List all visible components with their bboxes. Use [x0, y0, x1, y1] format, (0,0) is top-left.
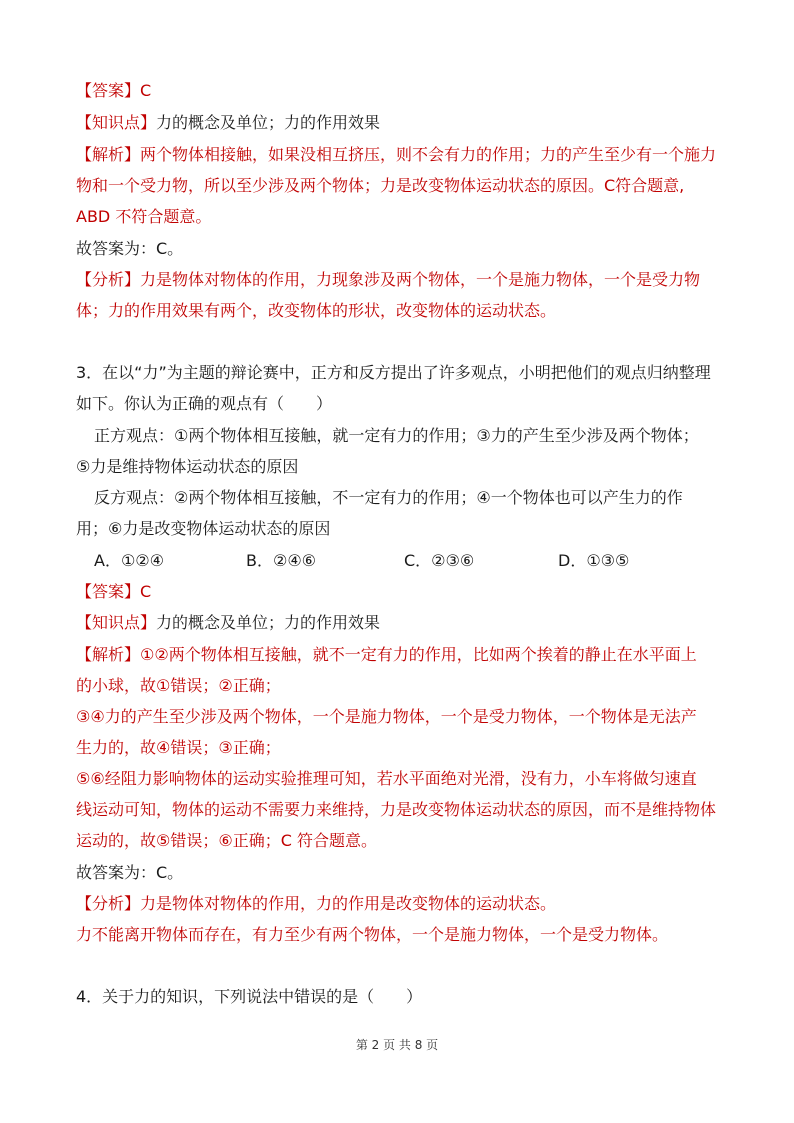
option-c: C．②③⑥	[404, 551, 475, 570]
analysis-line: 线运动可知，物体的运动不需要力来维持，力是改变物体运动状态的原因，而不是维持物体	[76, 800, 717, 819]
analysis-tag: 【解析】	[76, 145, 141, 164]
question-stem: 如下。你认为正确的观点有（ ）	[76, 394, 333, 413]
page-number: 第 2 页 共 8 页	[355, 1038, 439, 1052]
analysis-line: 运动的，故⑤错误；⑥正确；C 符合题意。	[76, 831, 377, 850]
question-stem: 4．关于力的知识，下列说法中错误的是（ ）	[76, 987, 423, 1006]
analysis-line: 生力的，故④错误；③正确；	[76, 738, 281, 757]
discussion-tag: 【分析】	[76, 270, 141, 289]
discussion-tag: 【分析】	[76, 894, 141, 913]
analysis-line	[76, 144, 726, 166]
pro-viewpoint: ⑤力是维持物体运动状态的原因	[76, 457, 299, 476]
analysis-tag: 【解析】	[76, 645, 141, 664]
knowledge-tag: 【知识点】	[76, 113, 157, 132]
con-viewpoint: 用；⑥力是改变物体运动状态的原因	[76, 519, 331, 538]
analysis-text: ①②两个物体相互接触，就不一定有力的作用，比如两个挨着的静止在水平面上	[140, 645, 697, 664]
knowledge-line	[76, 612, 726, 634]
analysis-line: ABD 不符合题意。	[76, 207, 212, 226]
discussion-line: 力不能离开物体而存在，有力至少有两个物体，一个是施力物体，一个是受力物体。	[76, 925, 669, 944]
knowledge-tag: 【知识点】	[76, 613, 157, 632]
option-b: B．②④⑥	[246, 551, 317, 570]
option-d: D．①③⑤	[558, 551, 630, 570]
answer-line	[76, 581, 726, 603]
discussion-line	[76, 893, 726, 915]
answer-line	[76, 80, 726, 102]
discussion-text: 力是物体对物体的作用，力现象涉及两个物体，一个是施力物体，一个是受力物	[140, 270, 701, 289]
conclusion-line: 故答案为：C。	[76, 863, 184, 882]
analysis-line: 物和一个受力物，所以至少涉及两个物体；力是改变物体运动状态的原因。C符合题意,	[76, 176, 685, 195]
discussion-text: 力是物体对物体的作用，力的作用是改变物体的运动状态。	[140, 894, 557, 913]
answer-tag: 【答案】	[76, 582, 141, 601]
question-stem: 3．在以“力”为主题的辩论赛中，正方和反方提出了许多观点，小明把他们的观点归纳整理	[76, 363, 711, 382]
answer-value: C	[140, 81, 152, 100]
analysis-line: 的小球，故①错误；②正确；	[76, 676, 281, 695]
answer-tag: 【答案】	[76, 81, 141, 100]
analysis-line: ③④力的产生至少涉及两个物体，一个是施力物体，一个是受力物体，一个物体是无法产	[76, 707, 697, 726]
discussion-line	[76, 269, 726, 291]
knowledge-text: 力的概念及单位；力的作用效果	[156, 113, 381, 132]
analysis-line: ⑤⑥经阻力影响物体的运动实验推理可知，若水平面绝对光滑，没有力，小车将做匀速直	[76, 769, 697, 788]
knowledge-text: 力的概念及单位；力的作用效果	[156, 613, 381, 632]
conclusion-line: 故答案为：C。	[76, 239, 184, 258]
analysis-line	[76, 644, 726, 666]
answer-value: C	[140, 582, 152, 601]
pro-viewpoint: 正方观点：①两个物体相互接触，就一定有力的作用；③力的产生至少涉及两个物体；	[94, 426, 699, 445]
con-viewpoint: 反方观点：②两个物体相互接触，不一定有力的作用；④一个物体也可以产生力的作	[94, 488, 683, 507]
analysis-text: 两个物体相接触，如果没相互挤压，则不会有力的作用；力的产生至少有一个施力	[140, 145, 717, 164]
option-a: A．①②④	[94, 551, 164, 570]
knowledge-line	[76, 112, 726, 134]
discussion-line: 体；力的作用效果有两个，改变物体的形状，改变物体的运动状态。	[76, 301, 557, 320]
